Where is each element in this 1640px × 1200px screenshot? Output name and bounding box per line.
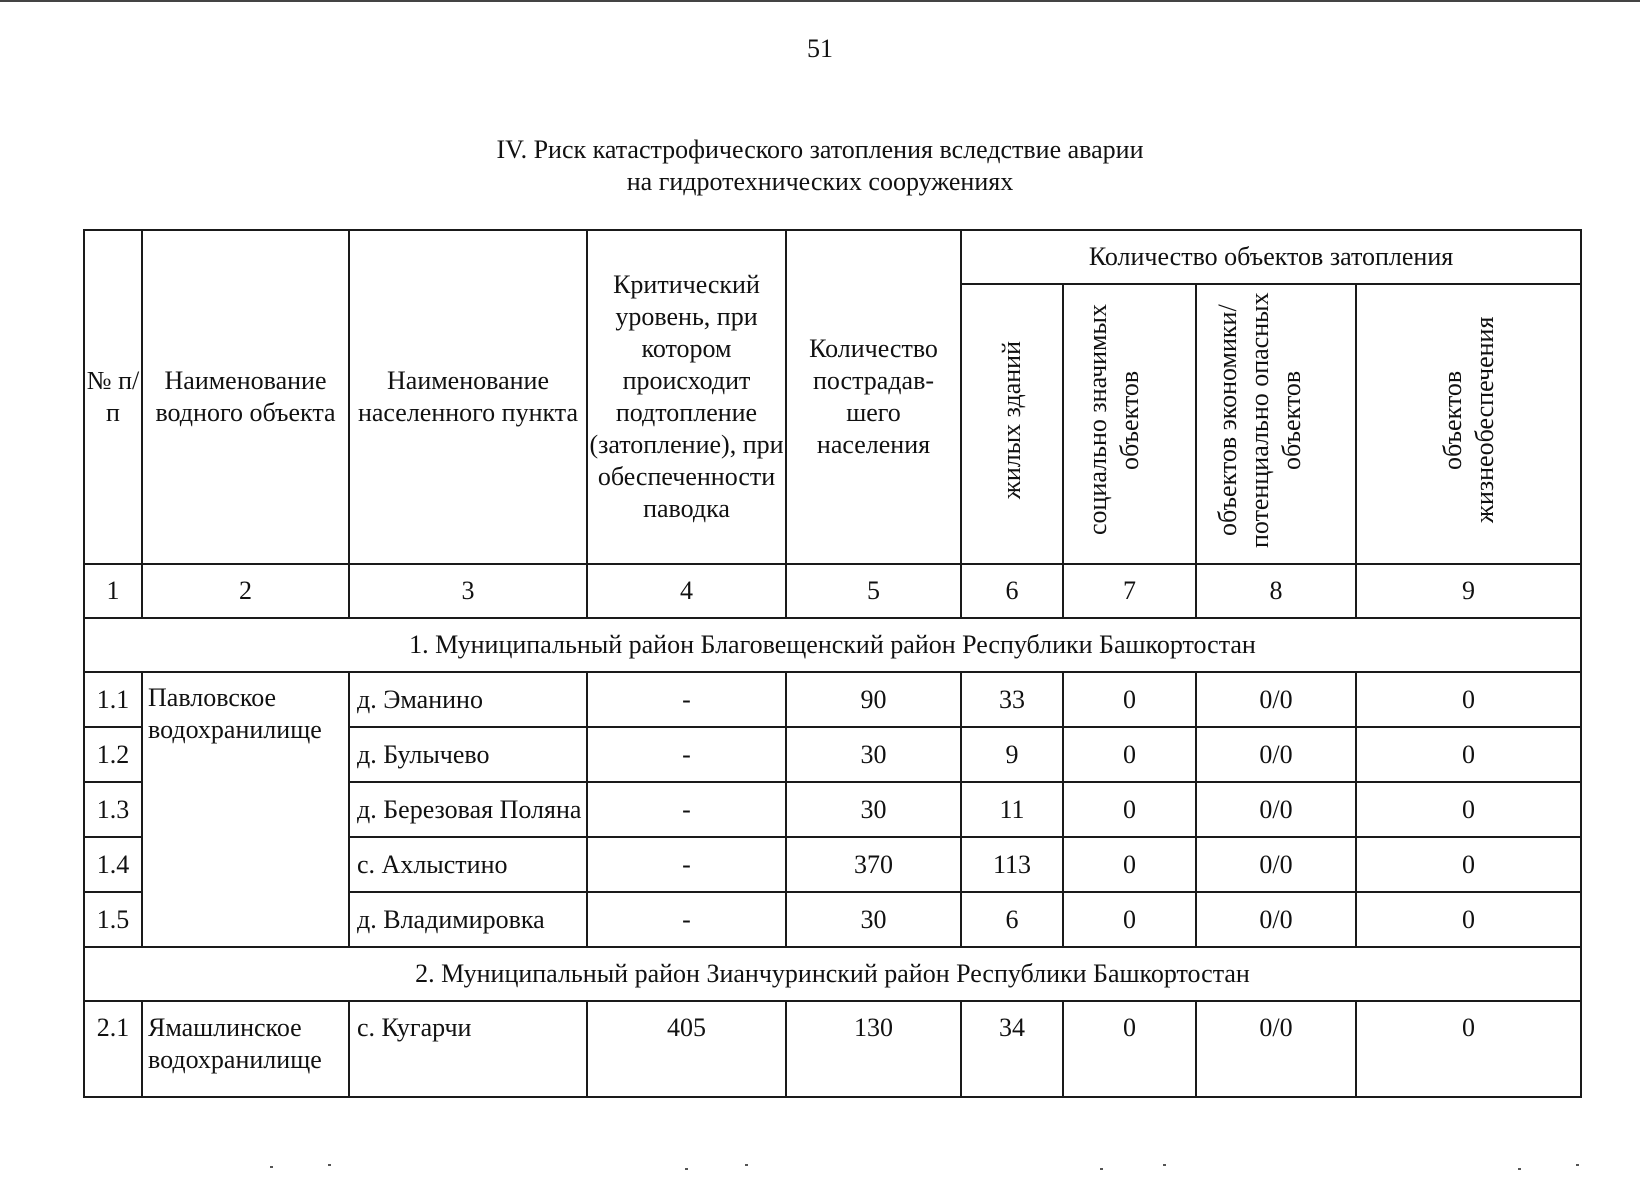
critical-level-cell: -	[587, 727, 786, 782]
economy-cell: 0/0	[1196, 782, 1356, 837]
header-residential-text: жилых зданий	[997, 340, 1026, 500]
document-title-line-2: на гидротехнических сооружениях	[626, 167, 1014, 196]
document-title	[0, 134, 1640, 198]
row-num: 1.2	[84, 727, 142, 782]
population-cell: 90	[786, 672, 961, 727]
population-cell: 370	[786, 837, 961, 892]
critical-level-cell: -	[587, 672, 786, 727]
critical-level-cell: -	[587, 782, 786, 837]
column-number: 5	[786, 564, 961, 618]
residential-cell: 113	[961, 837, 1063, 892]
column-number: 8	[1196, 564, 1356, 618]
water-object-cell: Павловское водохранилище	[142, 672, 349, 947]
header-social	[1063, 284, 1196, 564]
life-support-cell: 0	[1356, 672, 1581, 727]
water-object-cell: Ямашлинское водохранилище	[142, 1001, 349, 1097]
header-economy-text: объектов экономики/ потенциально опасных объектов	[1213, 292, 1306, 548]
life-support-cell: 0	[1356, 727, 1581, 782]
critical-level-cell: -	[587, 837, 786, 892]
life-support-cell: 0	[1356, 1001, 1581, 1097]
settlement-cell: с. Кугарчи	[349, 1001, 587, 1097]
row-num: 1.4	[84, 837, 142, 892]
header-economy	[1196, 284, 1356, 564]
header-life-support	[1356, 284, 1581, 564]
top-rule	[0, 0, 1640, 2]
page-number: 51	[807, 34, 833, 63]
critical-level-cell: 405	[587, 1001, 786, 1097]
scan-speck	[270, 1166, 273, 1168]
column-number: 2	[142, 564, 349, 618]
residential-cell: 11	[961, 782, 1063, 837]
column-number: 1	[84, 564, 142, 618]
column-number: 6	[961, 564, 1063, 618]
life-support-cell: 0	[1356, 892, 1581, 947]
header-life-support-text: объектов жизнеобеспечения	[1437, 316, 1499, 524]
social-cell: 0	[1063, 672, 1196, 727]
life-support-cell: 0	[1356, 837, 1581, 892]
population-cell: 30	[786, 727, 961, 782]
column-number: 4	[587, 564, 786, 618]
residential-cell: 33	[961, 672, 1063, 727]
scan-speck	[1518, 1168, 1521, 1170]
residential-cell: 34	[961, 1001, 1063, 1097]
header-settlement: Наименование населенного пункта	[349, 230, 587, 564]
population-cell: 130	[786, 1001, 961, 1097]
settlement-cell: с. Ахлыстино	[349, 837, 587, 892]
economy-cell: 0/0	[1196, 1001, 1356, 1097]
row-num: 1.3	[84, 782, 142, 837]
header-flood-objects-group: Количество объектов затопления	[961, 230, 1581, 284]
section-title: 1. Муниципальный район Благовещенский район Республики Башкортостан	[84, 618, 1581, 672]
population-cell: 30	[786, 782, 961, 837]
population-cell: 30	[786, 892, 961, 947]
scan-specks	[0, 1164, 1640, 1174]
residential-cell: 9	[961, 727, 1063, 782]
residential-cell: 6	[961, 892, 1063, 947]
economy-cell: 0/0	[1196, 727, 1356, 782]
scan-speck	[745, 1164, 748, 1166]
header-residential	[961, 284, 1063, 564]
header-social-text: социально значимых объектов	[1082, 304, 1144, 536]
table-row	[84, 672, 1581, 727]
column-number: 3	[349, 564, 587, 618]
flood-risk-table	[83, 229, 1582, 1098]
scan-speck	[1163, 1164, 1166, 1166]
scan-speck	[328, 1164, 331, 1166]
row-num: 2.1	[84, 1001, 142, 1097]
social-cell: 0	[1063, 727, 1196, 782]
section-row-1	[84, 618, 1581, 672]
row-num: 1.1	[84, 672, 142, 727]
section-row-2	[84, 947, 1581, 1001]
scan-speck	[1100, 1168, 1103, 1170]
header-population: Количество пострадав-шего населения	[786, 230, 961, 564]
header-row-top	[84, 230, 1581, 284]
social-cell: 0	[1063, 1001, 1196, 1097]
economy-cell: 0/0	[1196, 892, 1356, 947]
header-critical-level: Критический уровень, при котором происходит подтопление (затопление), при обеспеченности паводка	[587, 230, 786, 564]
row-num: 1.5	[84, 892, 142, 947]
scan-speck	[1576, 1164, 1579, 1166]
header-water-object: Наименование водного объекта	[142, 230, 349, 564]
section-title: 2. Муниципальный район Зианчуринский район Республики Башкортостан	[84, 947, 1581, 1001]
social-cell: 0	[1063, 837, 1196, 892]
table-row	[84, 1001, 1581, 1097]
header-num: № п/п	[84, 230, 142, 564]
critical-level-cell: -	[587, 892, 786, 947]
document-title-line-1: IV. Риск катастрофического затопления вследствие аварии	[496, 135, 1144, 164]
settlement-cell: д. Эманино	[349, 672, 587, 727]
social-cell: 0	[1063, 892, 1196, 947]
column-number: 7	[1063, 564, 1196, 618]
column-number: 9	[1356, 564, 1581, 618]
column-numbers-row	[84, 564, 1581, 618]
life-support-cell: 0	[1356, 782, 1581, 837]
settlement-cell: д. Владимировка	[349, 892, 587, 947]
economy-cell: 0/0	[1196, 837, 1356, 892]
social-cell: 0	[1063, 782, 1196, 837]
settlement-cell: д. Булычево	[349, 727, 587, 782]
economy-cell: 0/0	[1196, 672, 1356, 727]
scan-speck	[685, 1168, 688, 1170]
settlement-cell: д. Березовая Поляна	[349, 782, 587, 837]
